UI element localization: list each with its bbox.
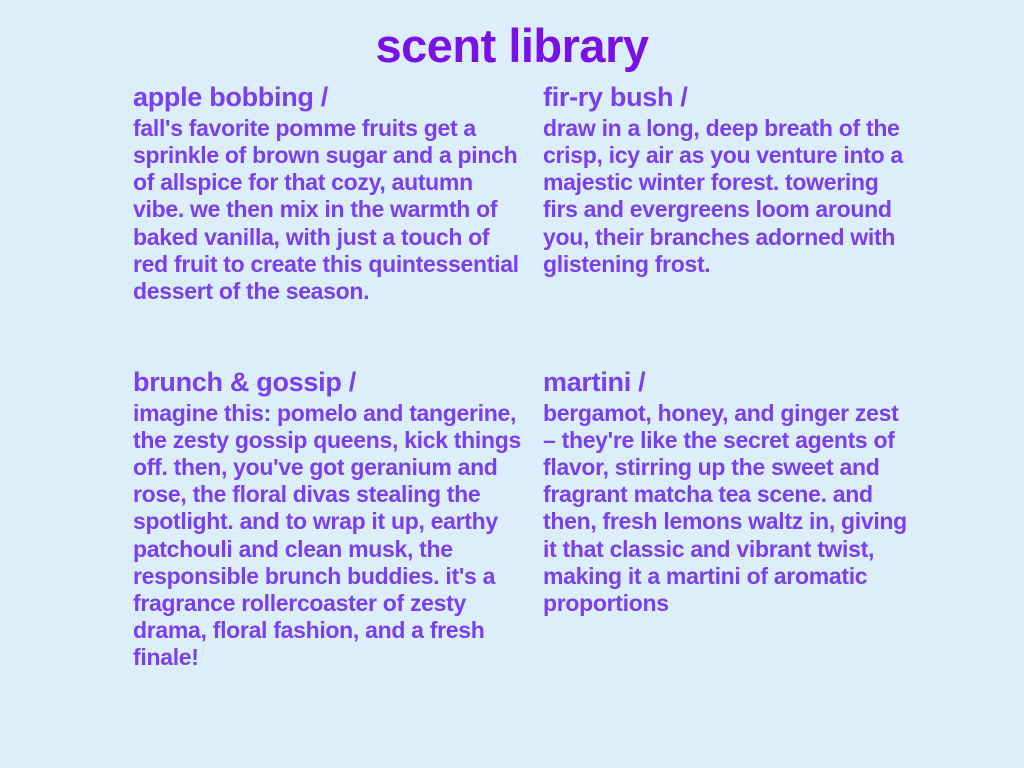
scent-name: apple bobbing /: [133, 82, 328, 112]
scent-entry-grid: [133, 82, 933, 671]
scent-entry-fir-ry-bush: [543, 82, 933, 305]
scent-description: draw in a long, deep breath of the crisp, icy air as you venture into a majestic winter forest. towering firs and evergreens loom around you, their branches adorned with glistening frost.: [543, 115, 903, 277]
scent-name: brunch & gossip /: [133, 366, 356, 397]
scent-description: imagine this: pomelo and tangerine, the zesty gossip queens, kick things off. then, you've got geranium and rose, the floral divas stealing the spotlight. and to wrap it up, earthy patchouli and clean musk, the responsible brunch buddies. it's a fragrance rollercoaster of zesty drama, floral fashion, and a fresh finale!: [133, 399, 521, 671]
scent-entry-brunch-and-gossip: [133, 305, 543, 671]
scent-entry-martini: [543, 305, 933, 671]
scent-description: fall's favorite pomme fruits get a sprinkle of brown sugar and a pinch of allspice for that cozy, autumn vibe. we then mix in the warmth of baked vanilla, with just a touch of red fruit to create this quintessential dessert of the season.: [133, 115, 519, 304]
scent-name: martini /: [543, 366, 646, 397]
scent-description: bergamot, honey, and ginger zest – they're like the secret agents of flavor, stirring up the sweet and fragrant matcha tea scene. and then, fresh lemons waltz in, giving it that classic and vibrant twist, making it a martini of aromatic proportions: [543, 399, 907, 616]
page-title: scent library: [375, 19, 649, 72]
scent-entry-apple-bobbing: [133, 82, 543, 305]
scent-name: fir-ry bush /: [543, 82, 688, 112]
